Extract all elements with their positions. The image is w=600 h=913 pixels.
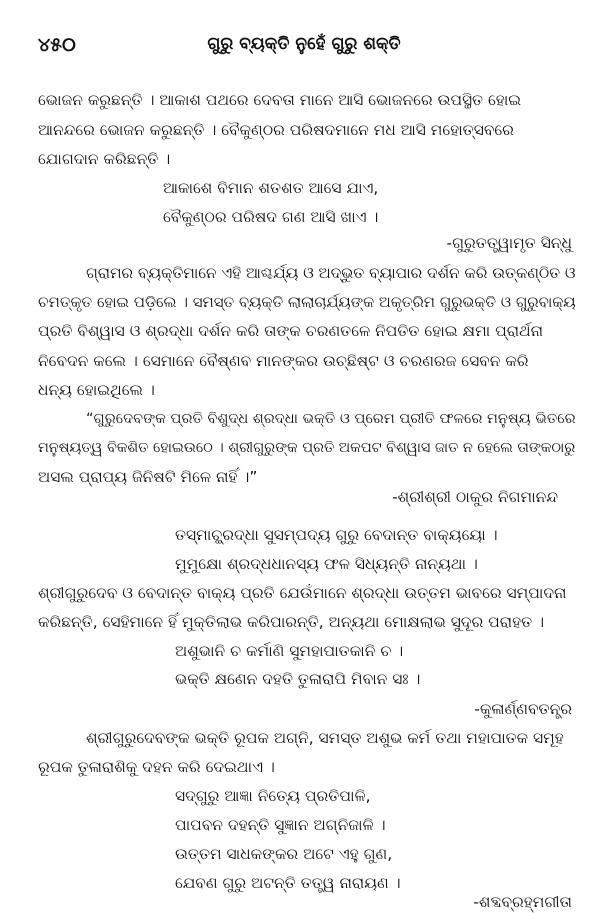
attribution-3: -କୁଳାର୍ଣ୍ଣବତନ୍ତ୍ର: [474, 700, 572, 718]
para1-line-3: ଯୋଗଦାନ କରିଛନ୍ତି ।: [38, 150, 171, 168]
para3-line-1: ଶ୍ରୀଗୁରୁଦେବ ଓ ବେଦାନ୍ତ ବାକ୍ୟ ପ୍ରତି ଯେଉଁମାନେ ଶ୍ରଦ୍ଧା ଉତ୍ତମ ଭାବରେ ସମ୍ପାଦନା: [38, 584, 567, 602]
verse4-line-1: ସଦ୍‌ଗୁରୁ ଆଜ୍ଞା ନିତ୍ୟେ ପ୍ରତିପାଳି,: [175, 787, 371, 805]
verse3-line-2: ଭକ୍ତି କ୍ଷଣେନ ଦହତି ତୁଳାରାପି ମିବାନ ସଃ ।: [175, 670, 421, 688]
verse2-line-2: ମୁମୁକ୍ଷୋ ଶ୍ରଦ୍ଧଧାନସ୍ୟ ଫଳ ସିଧ୍ୟନ୍ତି ନାନ୍ୟଥା ।: [175, 555, 478, 573]
para2-line-4: ନିବେଦନ କଲେ । ସେମାନେ ବୈଷ୍ଣବ ମାନଙ୍କର ଉଚ୍ଛିଷ୍ଟ ଓ ଚରଣରଜ ସେବନ କରି: [38, 352, 529, 370]
para2-line-3: ପ୍ରତି ବିଶ୍ୱାସ ଓ ଶ୍ରଦ୍ଧା ଦର୍ଶନ କରି ତାଙ୍କ ଚରଣତଳେ ନିପତିତ ହୋଇ କ୍ଷମା ପ୍ରାର୍ଥନା: [38, 322, 544, 340]
quote-line-3: ଅସଲ ପ୍ରାପ୍ୟ ଜିନିଷଟି ମିଳେ ନାହିଁ ।”: [38, 468, 258, 486]
verse1-line-2: ବୈକୁଣ୍ଠର ପରିଷଦ ଗଣ ଆସି ଖାଏ ।: [163, 208, 379, 226]
para4-line-1: ଶ୍ରୀଗୁରୁଦେବଙ୍କ ଭକ୍ତି ରୂପକ ଅଗ୍ନି, ସମସ୍ତ ଅଶୁଭ କର୍ମ ତଥା ମହାପାତକ ସମୂହ: [86, 729, 564, 747]
attribution-2: -ଶ୍ରୀଶ୍ରୀ ଠାକୁର ନିଗମାନନ୍ଦ: [392, 488, 558, 506]
verse1-line-1: ଆକାଶେ ବିମାନ ଶତଶତ ଆସେ ଯାଏ,: [163, 179, 379, 197]
verse4-line-3: ଉତ୍ତମ ସାଧକଙ୍କର ଅଟେ ଏହୁ ଗୁଣ,: [175, 845, 393, 863]
verse3-line-1: ଅଶୁଭାନି ଚ କର୍ମାଣି ସୁମହାପାତକାନି ଚ ।: [175, 642, 404, 660]
verse4-line-2: ପାପବନ ଦହନ୍ତି ସୁଜ୍ଞାନ ଅଗ୍ନିଜାଳି ।: [175, 816, 386, 834]
para3-line-2: କରିଛନ୍ତି, ସେହିମାନେ ହିଁ ମୁକ୍ତିଲାଭ କରିପାରନ୍ତି, ଅନ୍ୟଥା ମୋକ୍ଷଲାଭ ସୁଦୂର ପରାହତ ।: [38, 613, 545, 631]
attribution-1: -ଗୁରୁତତ୍ତ୍ୱାମୃତ ସିନ୍ଧୁ: [446, 234, 572, 252]
page-number: ୪୫୦: [38, 34, 76, 56]
para2-line-5: ଧନ୍ୟ ହୋଇଥିଲେ ।: [38, 381, 155, 399]
verse4-line-4: ଯେବଣ ଗୁରୁ ଅଟନ୍ତି ତତ୍ତ୍ୱ ନାରାୟଣ ।: [175, 874, 401, 892]
verse2-line-1: ତସ୍ମାଚ୍ଛ୍ରଦ୍ଧା ସୁସମ୍ପଦ୍ୟ ଗୁରୁ ବେଦାନ୍ତ ବାକ୍ୟୟୋ ।: [175, 526, 498, 544]
quote-line-1: “ଗୁରୁଦେବଙ୍କ ପ୍ରତି ବିଶୁଦ୍ଧ ଶ୍ରଦ୍ଧା ଭକ୍ତି ଓ ପ୍ରେମ ପ୍ରୀତି ଫଳରେ ମନୁଷ୍ୟ ଭିତରେ: [86, 410, 576, 427]
para2-line-1: ଗ୍ରାମର ବ୍ୟକ୍ତିମାନେ ଏହି ଆଶ୍ଚର୍ଯ୍ୟ ଓ ଅଦ୍ଭୁତ ବ୍ୟାପାର ଦର୍ଶନ କରି ଉତ୍କଣ୍ଠିତ ଓ: [86, 264, 576, 282]
para4-line-2: ରୂପକ ତୁଳାରାଶିକୁ ଦହନ କରି ଦେଇଥାଏ ।: [38, 758, 275, 776]
page-header: [38, 34, 570, 60]
running-title: ଗୁରୁ ବ୍ୟକ୍ତି ନୁହେଁ ଗୁରୁ ଶକ୍ତି: [207, 34, 401, 54]
attribution-4: -ଶବ୍ଦବ୍ରହ୍ମଗୀତା: [473, 893, 572, 911]
para1-line-2: ଆନନ୍ଦରେ ଭୋଜନ କରୁଛନ୍ତି । ବୈକୁଣ୍ଠର ପରିଷଦମାନେ ମଧ ଆସି ମହୋତ୍ସବରେ: [38, 121, 514, 139]
para1-line-1: ଭୋଜନ କରୁଛନ୍ତି । ଆକାଶ ପଥରେ ଦେବତା ମାନେ ଆସି ଭୋଜନରେ ଉପସ୍ଥିତ ହୋଇ: [38, 91, 522, 109]
quote-line-2: ମନୁଷ୍ୟତ୍ୱ ବିକଶିତ ହୋଇଉଠେ । ଶ୍ରୀଗୁରୁଙ୍କ ପ୍ରତି ଅକପଟ ବିଶ୍ୱାସ ଜାତ ନ ହେଲେ ତାଙ୍କଠାରୁ: [38, 440, 576, 456]
para2-line-2: ଚମତ୍କୃତ ହୋଇ ପଡ଼ିଲେ । ସମସ୍ତ ବ୍ୟକ୍ତି ଲାଲାଚାର୍ଯ୍ୟଙ୍କ ଅକୃତ୍ରିମ ଗୁରୁଭକ୍ତି ଓ ଗୁରୁବାକ୍ୟ: [38, 293, 576, 311]
